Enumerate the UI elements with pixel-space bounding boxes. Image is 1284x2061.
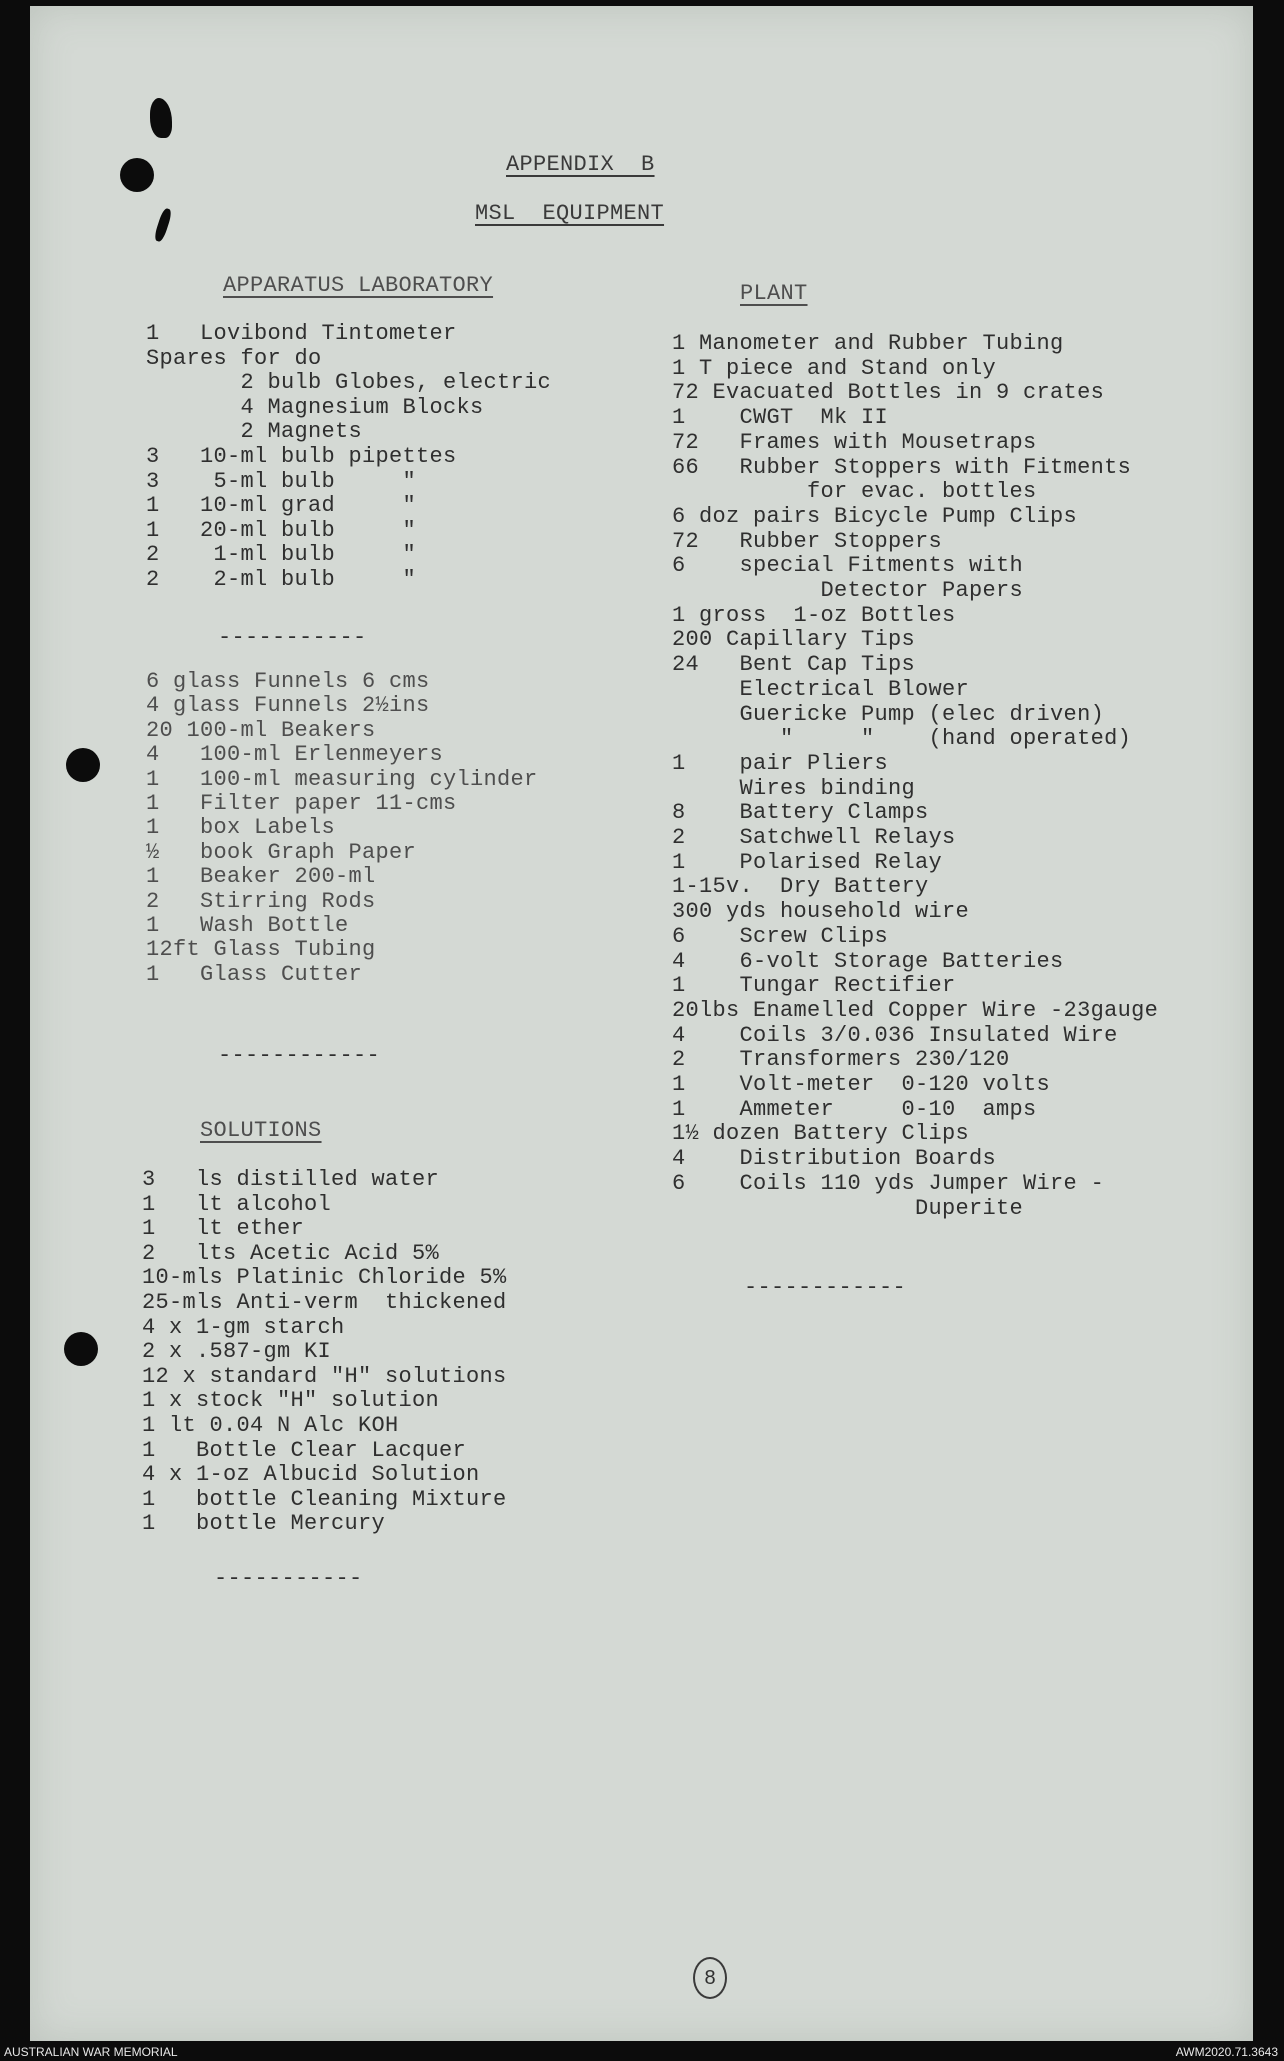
list-item: 1 Volt-meter 0-120 volts [672, 1072, 1051, 1097]
list-item: 1 Beaker 200-ml [146, 864, 376, 890]
page-number: 8 [693, 1957, 727, 1999]
list-item: 12 x standard "H" solutions [142, 1363, 507, 1389]
list-item: for evac. bottles [672, 479, 1037, 505]
list-item: 3 10-ml bulb pipettes [146, 444, 457, 469]
list-item: 1 Tungar Rectifier [672, 973, 956, 999]
list-item: 6 glass Funnels 6 cms [146, 669, 430, 694]
section-divider: ------------ [744, 1275, 907, 1300]
list-item: ½ book Graph Paper [146, 839, 417, 865]
list-item: 2 bulb Globes, electric [146, 370, 552, 396]
appendix-heading: APPENDIX B [506, 152, 655, 177]
list-item: 1-15v. Dry Battery [672, 874, 929, 900]
paper-tear-mark [153, 207, 173, 242]
list-item: 10-mls Platinic Chloride 5% [142, 1265, 507, 1291]
punch-hole-bottom [64, 1332, 98, 1366]
list-item: Wires binding [672, 775, 916, 801]
list-item: 1 bottle Cleaning Mixture [142, 1486, 507, 1512]
list-item: 200 Capillary Tips [672, 627, 916, 653]
list-item: 8 Battery Clamps [672, 800, 929, 826]
list-item: 4 Coils 3/0.036 Insulated Wire [672, 1022, 1118, 1048]
list-item: 1 CWGT Mk II [672, 405, 889, 431]
list-item: 300 yds household wire [672, 899, 970, 925]
list-item: 4 Magnesium Blocks [146, 394, 484, 420]
list-item: 1 gross 1-oz Bottles [672, 602, 956, 628]
list-item: 1 20-ml bulb " [146, 517, 417, 543]
list-item: 1 lt alcohol [142, 1191, 332, 1217]
list-item: 1½ dozen Battery Clips [672, 1121, 970, 1147]
punch-hole-middle [66, 748, 100, 782]
list-item: 4 glass Funnels 2½ins [146, 693, 430, 719]
list-item: 2 Magnets [146, 419, 363, 445]
list-item: Spares for do [146, 345, 322, 371]
list-item: 3 5-ml bulb " [146, 468, 417, 494]
plant-heading: PLANT [740, 281, 808, 306]
document-title: MSL EQUIPMENT [475, 201, 665, 226]
list-item: 6 Coils 110 yds Jumper Wire - [672, 1170, 1105, 1196]
footer-reference: AWM2020.71.3643 [1175, 2045, 1278, 2059]
list-item: 25-mls Anti-verm thickened [142, 1290, 507, 1315]
list-item: 4 6-volt Storage Batteries [672, 948, 1064, 974]
list-item: 6 doz pairs Bicycle Pump Clips [672, 503, 1078, 529]
list-item: 1 lt 0.04 N Alc KOH [142, 1413, 399, 1438]
footer-credit: AUSTRALIAN WAR MEMORIAL [4, 2045, 178, 2059]
section-divider: ----------- [214, 1566, 363, 1591]
list-item: 1 100-ml measuring cylinder [146, 766, 538, 792]
list-item: 1 Ammeter 0-10 amps [672, 1096, 1037, 1122]
solutions-heading: SOLUTIONS [200, 1118, 322, 1143]
list-item: 1 pair Pliers [672, 750, 889, 776]
list-item: 1 Glass Cutter [146, 961, 363, 987]
list-item: Electrical Blower [672, 676, 970, 702]
list-item: 1 x stock "H" solution [142, 1388, 440, 1414]
apparatus-laboratory-heading: APPARATUS LABORATORY [223, 273, 494, 298]
list-item: 1 bottle Mercury [142, 1511, 386, 1537]
list-item: 6 special Fitments with [672, 553, 1024, 579]
list-item: 1 Manometer and Rubber Tubing [672, 331, 1064, 356]
list-item: 2 2-ml bulb " [146, 567, 417, 592]
list-item: 4 x 1-gm starch [142, 1314, 345, 1340]
list-item: 20 100-ml Beakers [146, 717, 376, 743]
list-item: 1 box Labels [146, 815, 336, 841]
list-item: Guericke Pump (elec driven) [672, 701, 1105, 727]
list-item: 72 Evacuated Bottles in 9 crates [672, 380, 1105, 406]
list-item: 72 Rubber Stoppers [672, 528, 943, 554]
paper-tear-mark [150, 98, 172, 138]
section-divider: ------------ [218, 1043, 381, 1068]
list-item: 2 Transformers 230/120 [672, 1047, 1010, 1073]
section-divider: ----------- [218, 625, 367, 650]
list-item: Duperite [672, 1195, 1024, 1221]
list-item: 1 Wash Bottle [146, 913, 349, 938]
list-item: 2 Satchwell Relays [672, 825, 956, 850]
list-item: 2 x .587-gm KI [142, 1339, 332, 1365]
list-item: " " (hand operated) [672, 726, 1132, 752]
list-item: 1 T piece and Stand only [672, 355, 997, 381]
list-item: 4 100-ml Erlenmeyers [146, 742, 444, 768]
list-item: 20lbs Enamelled Copper Wire -23gauge [672, 997, 1159, 1023]
list-item: 1 10-ml grad " [146, 493, 417, 519]
list-item: 72 Frames with Mousetraps [672, 429, 1037, 455]
list-item: 1 Lovibond Tintometer [146, 321, 457, 346]
list-item: 2 Stirring Rods [146, 888, 376, 914]
punch-hole-top [120, 158, 154, 192]
list-item: 12ft Glass Tubing [146, 937, 376, 963]
list-item: 1 Filter paper 11-cms [146, 791, 457, 816]
list-item: 2 lts Acetic Acid 5% [142, 1240, 440, 1266]
list-item: 66 Rubber Stoppers with Fitments [672, 454, 1132, 480]
list-item: 1 Bottle Clear Lacquer [142, 1437, 467, 1463]
list-item: 4 Distribution Boards [672, 1146, 997, 1172]
list-item: 6 Screw Clips [672, 923, 889, 949]
list-item: 1 Polarised Relay [672, 849, 943, 875]
list-item: 4 x 1-oz Albucid Solution [142, 1462, 480, 1488]
list-item: 2 1-ml bulb " [146, 542, 417, 568]
list-item: 24 Bent Cap Tips [672, 652, 916, 678]
list-item: 3 ls distilled water [142, 1167, 440, 1192]
list-item: Detector Papers [672, 578, 1024, 603]
list-item: 1 lt ether [142, 1216, 305, 1242]
